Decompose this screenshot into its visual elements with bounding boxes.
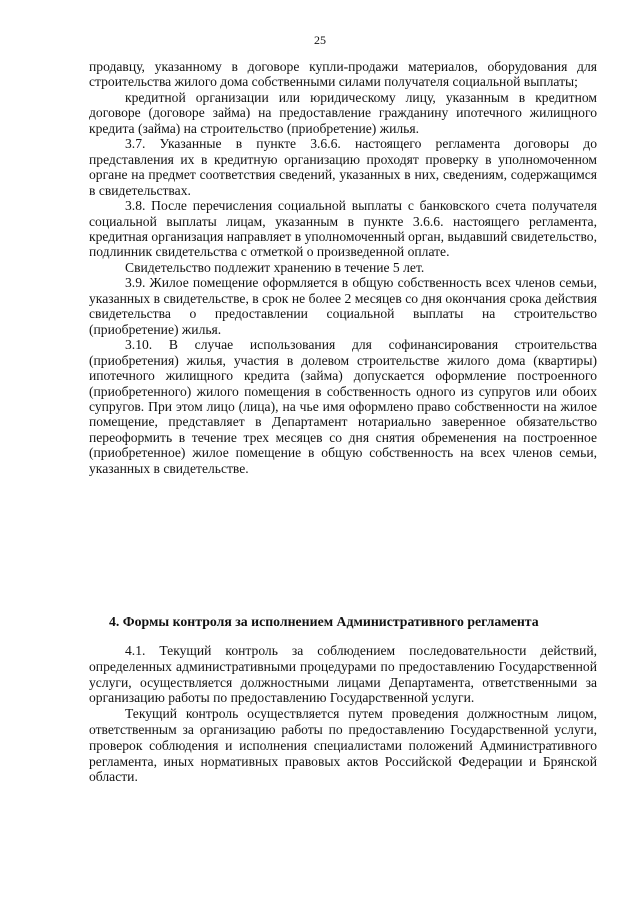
paragraph-current-control: Текущий контроль осуществляется путем проведения должностным лицом, ответственным за организацию работы по предоставлению Государственной услуги, проверок соблюдения и исполнения специалистами положений Административного регламента, иных нормативных правовых актов Российской Федерации и Брянской области. [89,706,597,785]
section-4-body [89,643,597,785]
section-4-heading: 4. Формы контроля за исполнением Административного регламента [109,614,539,629]
paragraph-3-9: 3.9. Жилое помещение оформляется в общую собственность всех членов семьи, указанных в свидетельстве, в срок не более 2 месяцев со дня окончания срока действия свидетельства о предоставлении социальной выплаты на строительство (приобретение) жилья. [89,275,597,337]
paragraph-3-10: 3.10. В случае использования для софинансирования строительства (приобретения) жилья, участия в долевом строительстве жилого дома (квартиры) ипотечного жилищного кредита (займа) допускается оформление построенного (приобретенного) жилого помещения в собственность одного из супругов или обоих супругов. При этом лицо (лица), на чье имя оформлено право собственности на жилое помещение, представляет в Департамент нотариально заверенное обязательство переоформить в течение трех месяцев со дня снятия обременения на построенное (приобретенное) жилое помещение в общую собственность на всех членов семьи, указанных в свидетельстве. [89,337,597,476]
page-number: 25 [314,33,326,47]
paragraph-certificate-storage: Свидетельство подлежит хранению в течение 5 лет. [125,259,425,275]
paragraph-seller: продавцу, указанному в договоре купли-продажи материалов, оборудования для строительства жилого дома собственными силами получателя социальной выплаты; [89,59,597,90]
section-3-continuation [89,59,597,476]
paragraph-4-1: 4.1. Текущий контроль за соблюдением последовательности действий, определенных административными процедурами по предоставлению Государственной услуги, осуществляется должностными лицами Департамента, ответственными за организацию работы по предоставлению Государственной услуги. [89,643,597,706]
paragraph-3-7: 3.7. Указанные в пункте 3.6.6. настоящего регламента договоры до представления их в кредитную организацию проходят проверку в уполномоченном органе на предмет соответствия сведений, указанных в них, сведениям, содержащимся в свидетельствах. [89,136,597,198]
paragraph-credit-organization: кредитной организации или юридическому лицу, указанным в кредитном договоре (договоре займа) на предоставление гражданину ипотечного жилищного кредита (займа) на строительство (приобретение) жилья. [89,89,597,136]
paragraph-3-8: 3.8. После перечисления социальной выплаты с банковского счета получателя социальной выплаты лицам, указанным в пункте 3.6.6. настоящего регламента, кредитная организация направляет в уполномоченный орган, выдавший свидетельство, подлинник свидетельства с отметкой о произведенной оплате. [89,198,597,260]
